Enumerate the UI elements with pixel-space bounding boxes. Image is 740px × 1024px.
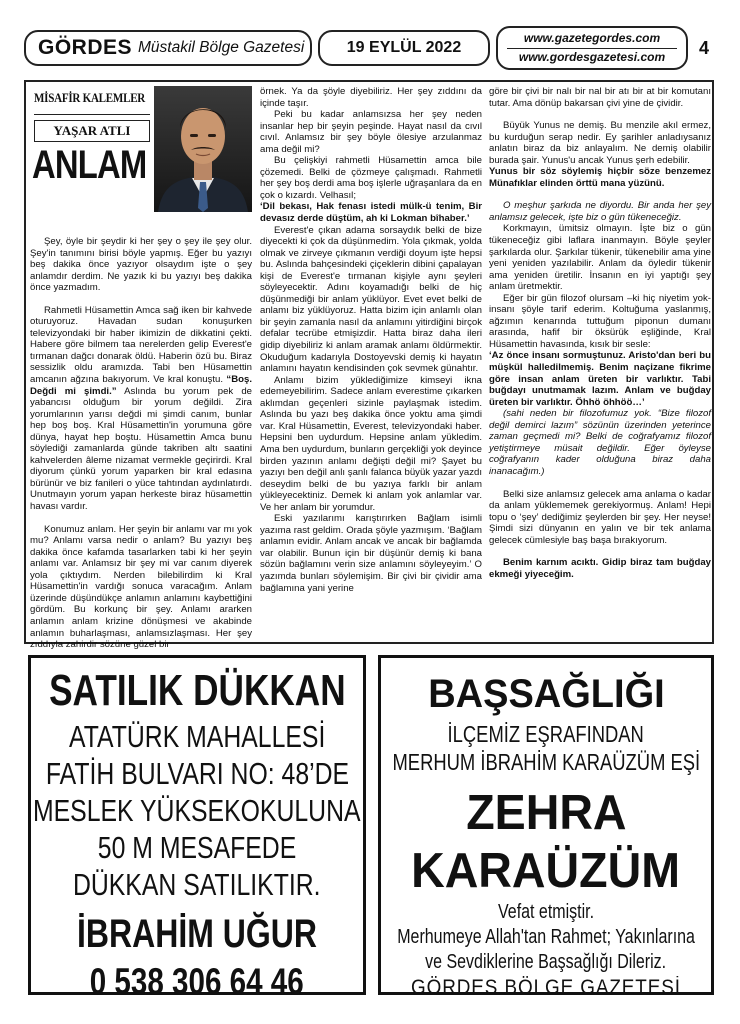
paragraph: Belki size anlamsız gelecek ama anlama o kadar da anlam yüklememek gerekiyormuş. Anlam! Hepi topu o ‘şey’ dediğimiz şeylerden bir şey. Her neyse! Şimdi sizi dünyanın en yalın ve bir tek anlama gelecek cümlesiyle baş başa bırakıyorum. (489, 488, 711, 546)
brand-name: GÖRDES (38, 36, 133, 59)
paragraph: Anlamı bizim yüklediğimize kimseyi ikna edemeyebilirim. Sadece anlam everestime çıkarken aklımdan geçenleri sizinle paylaşmak istedim. Aslında bu yazı beş dakika önce yoktu ama şimdi var. Kral Hüsamettin, Everest, televizyondaki haber. Hepsini ben uydurdum. Hepsine anlam yükledim. Ama ben uydurdum, bunların gerçekliği yok deyince birden yazının anlamı değişti değil mi? Şayet bu yazıyı ben değil anlı şanlı falanca büyük yazar yazdı deseydim belki de bu yazıya farklı bir anlam yükleyecektiniz. Demek ki anlam yok anlamlar var. Ve her anlam bir yorumdur. (260, 374, 482, 513)
paragraph: örnek. Ya da şöyle diyebiliriz. Her şey zıddını da içinde taşır. (260, 86, 482, 109)
paragraph: Konumuz anlam. Her şeyin bir anlamı var mı yok mu? Anlamı varsa nedir o anlam? Bu yazıyı beş dakika önce kafamda tasarlarken tabi ki her şeyin anlamı var. Anlamsız bir şey mi var canım diyerek yola çıktıydım. Nerden bilebilirdim ki Kral Hüsamettin'in vardığı sonuca varacağım. Anlam üzerinde düşündükçe anlamın anlamını kaybettiğini gördüm. Bu korkunç bir şey. Anlamı ararken anlamın anlam krizine dönüşmesi ve akabinde anlamın buharlaşması, anlamsızlaşması. Her şey zıddıyla zahirdir sözüne güzel bir (30, 523, 252, 651)
paragraph-text: Rahmetli Hüsamettin Amca sağ iken bir kahvede oturuyoruz. Havadan sudan konuşurken televizyondaki bir haber ikimizin de dikkatini çekti. Habere göre bilmem taa nerelerden gelip Everest'e tırmanan dağcı donarak öldü. Haberin özü bu. Biraz sessizlik oldu aramızda. Tabi ben Hüsamettin amcanın ağzına bakıyorum. Ve kral konuştu. (30, 304, 252, 386)
ad-line: 50 M MESAFEDE (97, 830, 297, 865)
website-link-1[interactable]: www.gazetegordes.com (523, 30, 661, 45)
ad-phone[interactable]: 0 538 306 64 46 (89, 961, 304, 1002)
paragraph: Bu çelişkiyi rahmetli Hüsamettin amca bile çözemedi. Belki de çözmeye çalışmadı. Rahmetli her şey boş derdi ama boş işlerle uğraşanlara da en çok o kızardı. Velhasıl; (260, 155, 482, 201)
paragraph: Şey, öyle bir şeydir ki her şey o şey ile şey olur. Şey'in tanımını birisi böyle yapmış. Eğer bu yazıyı beş dakika önce yazıyor olsaydım işte o şey anlamdır derdim. Ne yazık ki bu yazıyı beş dakika önce yazmadım. (30, 236, 252, 294)
ad-line: DÜKKAN SATILIKTIR. (73, 867, 321, 902)
quote-bold: ‘Az önce insanı sormuştunuz. Aristo'dan beri bu müşkül halledilmemiş. Benim naçizane fikrime göre insan anlam üreten bir varlıktır. Tabi buğdayı unutmamak lazım. Anlam ve buğday üreten bir varlıktır. Öhhö öhhöö…’ (489, 350, 711, 408)
article-frame (24, 80, 714, 651)
poem-quote: ‘Dil bekası, Hak fenası istedi mülk-ü tenim, Bir devasız derde düştüm, ah ki Lokman bîhaber.’ (260, 201, 482, 225)
divider (34, 114, 150, 115)
article-headline: ANLAM (32, 143, 147, 187)
quote-bold: “Boş. Değdi mi şimdi.” (30, 374, 252, 397)
article-column-2 (260, 86, 482, 640)
paragraph (30, 305, 252, 513)
paragraph: Eski yazılarımı karıştırırken Bağlam isimli yazıma rast geldim. Orada şöyle yazmışım. ‘Bağlam anlamın evidir. Anlam ancak ve ancak bir bağlamda var olabilir. Bunun için bir düşünür demiş ki bana sözün bağlamını verin size anlamını söyleyeyim.’ O yazımda bunları söylemişim. Bir çivi bir çividir ama bağlamına yani yerine (260, 513, 482, 594)
ad-line: Vefat etmiştir. (497, 901, 595, 923)
author-photo (154, 86, 252, 212)
paragraph: O meşhur şarkıda ne diyordu. Bir anda her şey anlamsız gelecek, işte biz o gün tükeneceğiz. (489, 200, 711, 223)
deceased-surname: KARAÜZÜM (411, 844, 681, 898)
paragraph: Korkmayın, ümitsiz olmayın. İşte biz o gün tükeneceğiz gibi laflara inanmayın. Böyle şeyler şarkılarda olur. Şarkılar tükenir, tükenebilir ama yine yeni yeniden yazılabilir. Anlam da öyledir tükenir ama yeniden üretilir. İnsanın en iyi yaptığı şey anlam üretmektir. (489, 223, 711, 293)
section-label: MİSAFİR KALEMLER (34, 90, 146, 105)
page-header (24, 26, 714, 70)
masthead (24, 30, 312, 66)
ad-line: ve Sevdiklerine Başsağlığı Dileriz. (425, 951, 667, 973)
paragraph: Benim karnım acıktı. Gidip biraz tam buğday ekmeği yiyeceğim. (489, 557, 711, 580)
article-column-1 (30, 86, 252, 651)
ad-condolence (378, 655, 714, 999)
paragraph: Everest'e çıkan adama sorsaydık belki de bize diyecekti ki çok da düşünmedim. Yola çıkmak, yolda olmak ve zirveye çıkmanın verdiği doyum işte hepsi bu. Aslında bahçesindeki çiçeklerin dibini çapalayan kişi de Everest'e tırmanan kişiyle aynı şeyleri söyleyecektir. Adını koyamadığı belki de hiç düşünmediği bir anlam yüklüyor. Evet evet belki de anlamı biz yüklüyoruz. Hatta bizim için anlamlı olan bir şeyin zamanla nasıl da anlamını yitirdiğini birçok defalar tecrübe etmişizdir. Hatta biraz daha ileri gidip diyebiliriz ki anlam aramak anlamı öldürmektir. Okuduğum kadarıyla Dostoyevski demiş ki hayatın anlamını hayatın kendisinden çok sevmek günahtır. (260, 224, 482, 375)
ad-title: SATILIK DÜKKAN (48, 666, 346, 715)
ad-contact-name: İBRAHİM UĞUR (76, 912, 317, 956)
website-box (496, 26, 688, 70)
article-column-3 (489, 86, 711, 640)
ad-line: FATİH BULVARI NO: 48’DE (45, 756, 349, 791)
article-heading-block (30, 86, 252, 236)
website-link-2[interactable]: www.gordesgazetesi.com (518, 49, 666, 64)
page-number: 4 (692, 30, 716, 66)
issue-date: 19 EYLÜL 2022 (318, 30, 490, 66)
paragraph: Eğer bir gün filozof olursam –ki hiç niyetim yok- insanı şöyle tarif ederim. Koltuğuma yaslanmış, ağzımın kenarında tuttuğum piponun dumanı arasında, hafif bir öksürük eşliğinde, Kral Hüsamettin havasında, kısık bir sesle: (489, 292, 711, 350)
ad-line: İLÇEMİZ EŞRAFINDAN (447, 721, 645, 747)
ad-line: ATATÜRK MAHALLESİ (68, 719, 326, 754)
paragraph: (sahi neden bir filozofumuz yok. “Bize filozof değil demirci lazım” sözünün üzerinden yeterince zaman geçmedi mi? Belki de coğrafyamız filozof yetiştirmeye müsait değildir. Eğer öyleyse coğrafyanın kader olduğuna biraz daha inanacağım.) (489, 408, 711, 477)
paragraph: Peki bu kadar anlamsızsa her şey neden insanlar hep bir şeyin peşinde. Hayat nasıl da cıvıl cıvıl. Anlamsız bir şey böyle ölesiye arzulanmaz ama değil mi? (260, 109, 482, 155)
paragraph: göre bir çivi bir nalı bir nal bir atı bir at bir komutanı tutar. Ama dönüp bakarsan çivi yine de çividir. (489, 86, 711, 109)
ad-line: Merhumeye Allah'tan Rahmet; Yakınlarına (397, 926, 695, 948)
paragraph: Büyük Yunus ne demiş. Bu menzile akıl ermez, bu kurduğun serap nedir. Ey şarihler anladıysanız anlatın biraz da biz anlayalım. Ne demiş olabilir burada şair. Yunus'u ancak Yunus şerh edebilir. (489, 120, 711, 166)
ad-title: BAŞSAĞLIĞI (427, 672, 665, 716)
divider (507, 48, 677, 49)
ad-shop-for-sale (28, 655, 366, 1002)
brand-subtitle: Müstakil Bölge Gazetesi (138, 39, 305, 56)
ad-line: MERHUM İBRAHİM KARAÜZÜM EŞİ (392, 749, 700, 775)
poem-quote: Yunus bir söz söylemiş hiçbir söze benzemez Münafıklar elinden örttü mana yüzünü. (489, 166, 711, 189)
author-name: YAŞAR ATLI (34, 120, 150, 142)
ad-signature: GÖRDES BÖLGE GAZETESİ (411, 976, 681, 999)
ad-line: MESLEK YÜKSEKOKULUNA (33, 793, 361, 828)
deceased-first-name: ZEHRA (465, 786, 627, 840)
paragraph-text: Aslında bu yorum pek de yabancısı olduğum bir yorum değildi. Zira yorumlarının yarısı değdi mi şimdi canım, bunlar hep boş boş. Kral Hüsamettin'in yorumuna göre dünya, hayat hep boştu. Hüsamettin Amca bunu söylediği zamanlarda günde takriben altı saatini kahvelerden âleme nizamat vermekle geçirirdi. Kral diyorum çünkü yorum yaparken bir kral edasına bürünür ve biz fanileri o yüce tahtından aydınlatırdı. Unutmayın yorum yapan herkeste biraz hüsamettin havası vardır. (30, 385, 252, 513)
